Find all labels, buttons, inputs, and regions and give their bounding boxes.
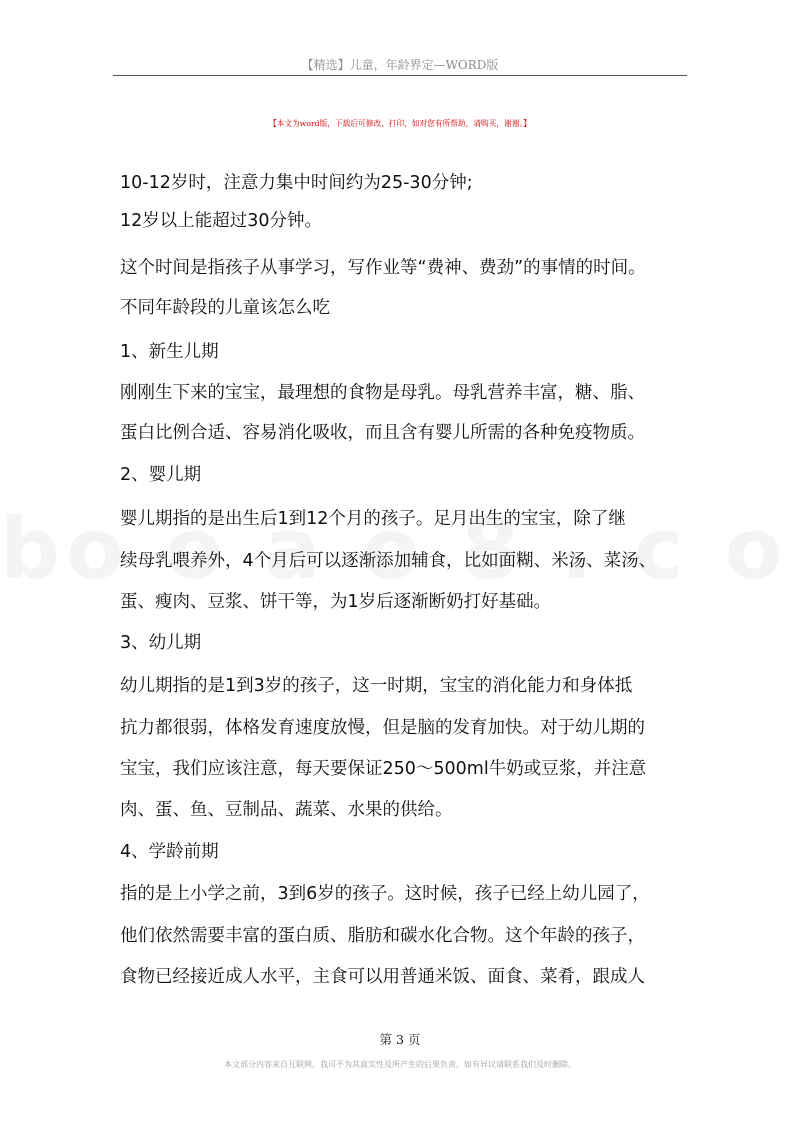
body-line: 指的是上小学之前，3到6岁的孩子。这时候，孩子已经上幼儿园了， xyxy=(120,884,650,904)
section-heading: 2、婴儿期 xyxy=(120,465,202,485)
body-line: 抗力都很弱，体格发育速度放慢，但是脑的发育加快。对于幼儿期的 xyxy=(120,718,645,738)
body-line: 肉、蛋、鱼、豆制品、蔬菜、水果的供给。 xyxy=(120,800,453,820)
body-line: 刚刚生下来的宝宝，最理想的食物是母乳。母乳营养丰富，糖、脂、 xyxy=(120,383,645,403)
body-line: 12岁以上能超过30分钟。 xyxy=(120,211,323,231)
section-heading: 3、幼儿期 xyxy=(120,633,202,653)
body-line: 宝宝，我们应该注意，每天要保证250～500ml牛奶或豆浆，并注意 xyxy=(120,759,647,779)
body-line: 蛋、瘦肉、豆浆、饼干等，为1岁后逐渐断奶打好基础。 xyxy=(120,592,552,612)
body-line: 婴儿期指的是出生后1到12个月的孩子。足月出生的宝宝，除了继 xyxy=(120,509,626,529)
body-line: 10-12岁时，注意力集中时间约为25-30分钟; xyxy=(120,173,473,193)
section-heading: 不同年龄段的儿童该怎么吃 xyxy=(120,298,330,318)
page-footer: 本文部分内容来自互联网，我司不为其真实性及所产生的后果负责，如有异议请联系我们及时删除。 xyxy=(224,1060,576,1069)
body-line: 续母乳喂养外，4个月后可以逐渐添加辅食，比如面糊、米汤、菜汤、 xyxy=(120,551,657,571)
download-notice: 【本文为word版，下载后可修改、打印，如对您有所帮助，请购买，谢谢。】 xyxy=(269,119,531,128)
page-header: 【精选】儿童，年龄界定—WORD版 xyxy=(301,58,499,72)
header-divider xyxy=(113,75,687,76)
section-heading: 4、学龄前期 xyxy=(120,842,219,862)
body-line: 食物已经接近成人水平，主食可以用普通米饭、面食、菜肴，跟成人 xyxy=(120,967,645,987)
body-line: 蛋白比例合适、容易消化吸收，而且含有婴儿所需的各种免疫物质。 xyxy=(120,423,645,443)
body-line: 他们依然需要丰富的蛋白质、脂肪和碳水化合物。这个年龄的孩子， xyxy=(120,926,645,946)
body-line: 这个时间是指孩子从事学习，写作业等“费神、费劲”的事情的时间。 xyxy=(120,258,646,278)
body-line: 幼儿期指的是1到3岁的孩子，这一时期，宝宝的消化能力和身体抵 xyxy=(120,676,633,696)
page-number: 第 3 页 xyxy=(379,1032,421,1047)
section-heading: 1、新生儿期 xyxy=(120,342,219,362)
